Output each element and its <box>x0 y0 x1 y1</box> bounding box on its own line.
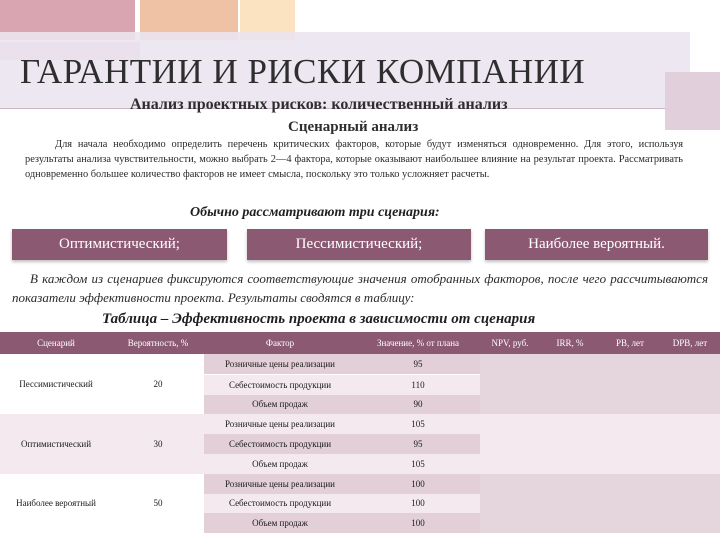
factor-cell: Объем продаж <box>204 513 356 533</box>
factor-cell: Объем продаж <box>204 395 356 415</box>
note-paragraph: В каждом из сценариев фиксируются соответствующие значения отобранных факторов, после чего рассчитываются показатели эффективности проекта. Результаты сводятся в таблицу: <box>12 271 708 305</box>
col-header-factor: Фактор <box>204 332 356 354</box>
factor-cell: Себестоимость продукции <box>204 434 356 454</box>
scenario-optimistic: Оптимистический; <box>12 229 227 260</box>
efficiency-table <box>0 332 720 533</box>
probability-cell: 50 <box>112 474 204 533</box>
table-row <box>0 354 720 374</box>
page-title: ГАРАНТИИ И РИСКИ КОМПАНИИ <box>20 52 586 91</box>
value-cell: 90 <box>356 395 480 415</box>
value-cell: 100 <box>356 494 480 514</box>
irr-cell <box>540 354 600 414</box>
scenario-cell: Пессимистический <box>0 354 112 414</box>
col-header-value: Значение, % от плана <box>356 332 480 354</box>
col-header-pb: PB, лет <box>600 332 660 354</box>
value-cell: 95 <box>356 434 480 454</box>
value-cell: 95 <box>356 354 480 374</box>
dpb-cell <box>660 354 720 414</box>
value-cell: 105 <box>356 454 480 474</box>
section-heading: Сценарный анализ <box>288 119 419 135</box>
value-cell: 110 <box>356 374 480 394</box>
factor-cell: Розничные цены реализации <box>204 354 356 374</box>
value-cell: 100 <box>356 513 480 533</box>
factor-cell: Себестоимость продукции <box>204 374 356 394</box>
npv-cell <box>480 474 540 533</box>
factor-cell: Розничные цены реализации <box>204 414 356 434</box>
value-cell: 100 <box>356 474 480 494</box>
factor-cell: Себестоимость продукции <box>204 494 356 514</box>
scenario-most-likely: Наиболее вероятный. <box>485 229 708 260</box>
probability-cell: 20 <box>112 354 204 414</box>
factor-cell: Розничные цены реализации <box>204 474 356 494</box>
table-row <box>0 414 720 434</box>
probability-cell: 30 <box>112 414 204 473</box>
value-cell: 105 <box>356 414 480 434</box>
col-header-probability: Вероятность, % <box>112 332 204 354</box>
intro-paragraph: Для начала необходимо определить перечень критических факторов, которые будут изменяться одновременно. Для этого, используя результаты анализа чувствительности, можно выбрать 2—4 фактора, которые оказывают наибольшее влияние на результат проекта. Рассматривать одновременно большее количество факторов не имеет смысла, поскольку это только усложняет расчеты. <box>25 139 683 181</box>
factor-cell: Объем продаж <box>204 454 356 474</box>
col-header-dpb: DPB, лет <box>660 332 720 354</box>
scenario-cell: Наиболее вероятный <box>0 474 112 533</box>
col-header-scenario: Сценарий <box>0 332 112 354</box>
table-row <box>0 474 720 494</box>
scenarios-lead: Обычно рассматривают три сценария: <box>190 205 440 220</box>
scenario-cell: Оптимистический <box>0 414 112 473</box>
dpb-cell <box>660 474 720 533</box>
npv-cell <box>480 414 540 473</box>
dpb-cell <box>660 414 720 473</box>
table-header-row <box>0 332 720 354</box>
pb-cell <box>600 354 660 414</box>
page-subtitle: Анализ проектных рисков: количественный анализ <box>130 96 508 113</box>
col-header-irr: IRR, % <box>540 332 600 354</box>
pb-cell <box>600 414 660 473</box>
irr-cell <box>540 474 600 533</box>
pb-cell <box>600 474 660 533</box>
col-header-npv: NPV, руб. <box>480 332 540 354</box>
scenario-pessimistic: Пессимистический; <box>247 229 471 260</box>
table-title: Таблица – Эффективность проекта в зависимости от сценария <box>102 311 536 327</box>
irr-cell <box>540 414 600 473</box>
npv-cell <box>480 354 540 414</box>
